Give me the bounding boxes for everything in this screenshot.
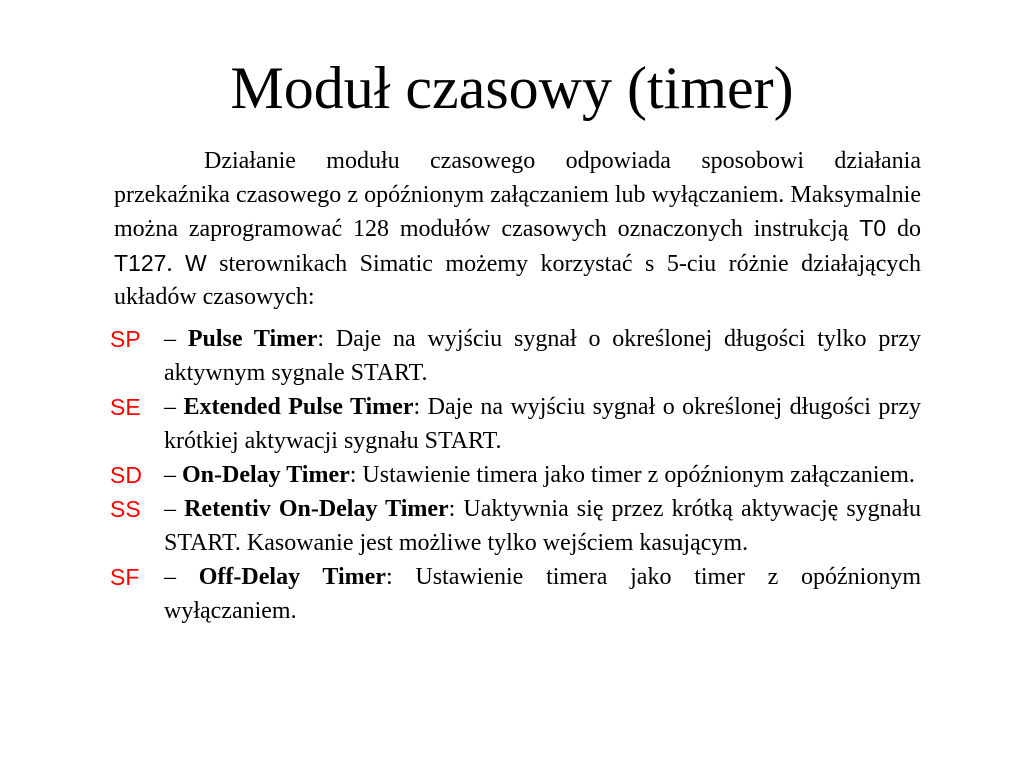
timer-name: Pulse Timer [187, 326, 318, 352]
timer-code: SF [110, 564, 140, 590]
timer-list [110, 322, 921, 628]
timer-description: : Daje na wyjściu sygnał o określonej długości przy krótkiej aktywacji sygnału START. [164, 394, 921, 454]
timer-name: Off-Delay Timer [198, 564, 386, 590]
timer-dash: – [164, 326, 188, 352]
timer-name: On-Delay Timer [182, 462, 350, 488]
timer-dash: – [164, 462, 182, 488]
intro-w-letter: W [184, 249, 207, 276]
timer-dash: – [164, 496, 185, 522]
timer-code: SD [110, 462, 142, 488]
intro-paragraph [114, 145, 921, 315]
slide-title: Moduł czasowy (timer) [230, 55, 794, 121]
intro-text-2: do [886, 216, 921, 242]
timer-code: SE [110, 394, 141, 420]
instruction-t127: T127 [114, 249, 167, 276]
intro-text-1: Działanie modułu czasowego odpowiada sposobowi działania przekaźnika czasowego z opóźnionym załączaniem lub wyłączaniem. Maksymalnie można zaprogramować 128 modułów czasowych oznaczonych instrukcją [114, 148, 921, 242]
timer-description: : Ustawienie timera jako timer z opóźnionym załączaniem. [349, 462, 915, 488]
timer-dash: – [164, 394, 184, 420]
timer-item-sf [110, 560, 921, 628]
timer-description: : Uaktywnia się przez krótką aktywację sygnału START. Kasowanie jest możliwe tylko wejściem kasującym. [164, 496, 922, 556]
timer-code: SP [110, 326, 141, 352]
instruction-t0: T0 [859, 215, 887, 241]
intro-text-3: . [166, 250, 185, 277]
timer-item-sp [110, 322, 921, 390]
timer-name: Extended Pulse Timer [183, 394, 414, 420]
timer-description: : Daje na wyjściu sygnał o określonej długości tylko przy aktywnym sygnale START. [164, 326, 921, 386]
intro-text-4: sterownikach Simatic możemy korzystać s 5-ciu różnie działających układów czasowych: [114, 250, 922, 310]
timer-description: : Ustawienie timera jako timer z opóźnionym wyłączaniem. [164, 564, 922, 624]
timer-name: Retentiv On-Delay Timer [184, 496, 449, 522]
timer-dash: – [164, 564, 199, 590]
timer-item-ss [110, 492, 921, 560]
timer-item-se [110, 390, 921, 458]
timer-code: SS [110, 496, 141, 522]
timer-item-sd [110, 458, 921, 492]
